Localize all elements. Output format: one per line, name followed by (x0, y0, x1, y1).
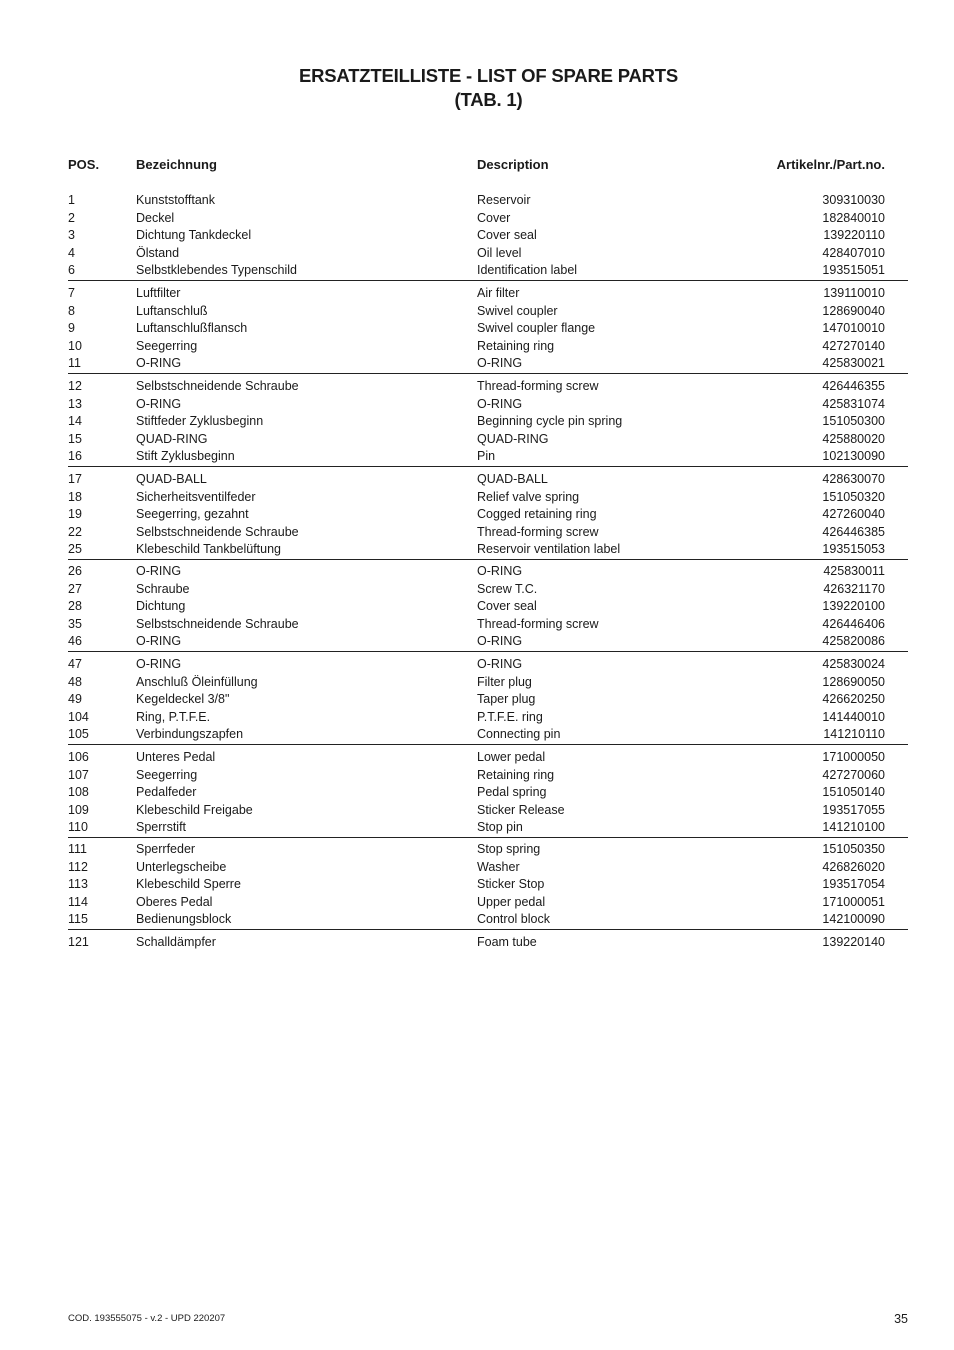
row-partno: 142100090 (822, 912, 885, 927)
row-partno: 151050300 (822, 414, 885, 429)
row-pos: 17 (68, 472, 82, 486)
row-pos: 18 (68, 489, 82, 504)
row-bezeichnung: Pedalfeder (136, 785, 197, 800)
row-bezeichnung: Selbstschneidende Schraube (136, 616, 299, 631)
table-row (68, 431, 908, 449)
row-description: Retaining ring (477, 338, 555, 353)
table-row (68, 911, 908, 929)
row-partno: 171000051 (822, 894, 885, 909)
row-pos: 16 (68, 449, 82, 464)
row-description: O-RING (477, 634, 523, 649)
row-pos: 7 (68, 286, 75, 300)
row-bezeichnung: QUAD-RING (136, 431, 208, 446)
row-pos: 113 (68, 877, 88, 892)
row-description: Cover (477, 210, 511, 225)
row-bezeichnung: O-RING (136, 657, 182, 671)
page-title: ERSATZTEILLISTE - LIST OF SPARE PARTS (298, 65, 679, 86)
row-bezeichnung: Schalldämpfer (136, 935, 216, 949)
table-row (68, 506, 908, 524)
table-row (68, 245, 908, 263)
row-bezeichnung: Selbstschneidende Schraube (136, 524, 299, 539)
row-pos: 22 (68, 524, 82, 539)
table-row (68, 489, 908, 507)
row-description: Sticker Release (477, 802, 565, 817)
row-partno: 428407010 (822, 245, 885, 260)
row-pos: 114 (68, 894, 88, 909)
row-description: QUAD-BALL (477, 472, 548, 486)
row-bezeichnung: Sicherheitsventilfeder (136, 489, 256, 504)
row-description: Stop spring (477, 842, 541, 856)
row-partno: 425820086 (822, 634, 885, 649)
row-description: Oil level (477, 245, 522, 260)
row-bezeichnung: Anschluß Öleinfüllung (136, 674, 258, 689)
row-bezeichnung: QUAD-BALL (136, 472, 207, 486)
parts-group (68, 378, 908, 467)
table-row (68, 471, 908, 489)
table-row (68, 285, 908, 303)
row-partno: 193515051 (822, 263, 885, 278)
row-partno: 151050350 (822, 842, 885, 856)
row-description: Taper plug (477, 692, 536, 707)
row-pos: 28 (68, 599, 82, 614)
row-partno: 182840010 (822, 210, 885, 225)
parts-group (68, 192, 908, 281)
table-row (68, 563, 908, 581)
row-bezeichnung: Luftanschlußflansch (136, 321, 248, 336)
row-partno: 193517054 (822, 877, 885, 892)
row-partno: 139220140 (822, 935, 885, 949)
row-description: Reservoir ventilation label (477, 542, 621, 557)
row-bezeichnung: Klebeschild Tankbelüftung (136, 542, 282, 557)
row-pos: 48 (68, 674, 82, 689)
table-row (68, 448, 908, 466)
row-partno: 309310030 (822, 193, 885, 207)
row-description: O-RING (477, 396, 523, 411)
row-description: Cogged retaining ring (477, 507, 597, 522)
row-bezeichnung: O-RING (136, 356, 182, 371)
row-bezeichnung: Klebeschild Sperre (136, 877, 241, 892)
row-partno: 425830011 (823, 564, 885, 578)
row-description: Foam tube (477, 935, 537, 949)
row-partno: 426620250 (822, 692, 885, 707)
row-bezeichnung: Kegeldeckel 3/8" (136, 692, 230, 707)
page-number: 35 (894, 1312, 908, 1326)
row-description: Thread-forming screw (477, 524, 599, 539)
table-row (68, 674, 908, 692)
row-partno: 171000050 (822, 750, 885, 764)
row-partno: 141440010 (822, 709, 885, 724)
column-header-partno: Artikelnr./Part.no. (776, 157, 885, 172)
table-row (68, 691, 908, 709)
document-code: COD. 193555075 - v.2 - UPD 220207 (68, 1313, 226, 1324)
parts-group (68, 285, 908, 374)
column-header-bezeichnung: Bezeichnung (136, 157, 217, 172)
column-header-description: Description (477, 157, 549, 172)
row-pos: 14 (68, 414, 82, 429)
row-bezeichnung: O-RING (136, 634, 182, 649)
row-partno: 141210100 (822, 820, 885, 835)
row-pos: 105 (68, 727, 89, 742)
row-partno: 139220100 (822, 599, 885, 614)
row-description: Pin (477, 449, 496, 464)
row-bezeichnung: Deckel (136, 210, 175, 225)
table-row (68, 726, 908, 744)
parts-group (68, 471, 908, 560)
row-partno: 425830021 (822, 356, 885, 371)
row-partno: 426446355 (822, 379, 885, 393)
row-description: Upper pedal (477, 894, 546, 909)
row-partno: 141210110 (823, 727, 885, 742)
row-pos: 106 (68, 750, 89, 764)
row-partno: 102130090 (822, 449, 885, 464)
row-description: Relief valve spring (477, 489, 580, 504)
row-bezeichnung: Sperrstift (136, 820, 187, 835)
row-bezeichnung: Stift Zyklusbeginn (136, 449, 235, 464)
row-bezeichnung: Ring, P.T.F.E. (136, 709, 211, 724)
row-pos: 107 (68, 767, 89, 782)
row-partno: 425880020 (822, 431, 885, 446)
row-pos: 11 (68, 356, 81, 371)
row-pos: 109 (68, 802, 89, 817)
row-bezeichnung: Dichtung Tankdeckel (136, 228, 252, 243)
row-description: P.T.F.E. ring (477, 709, 543, 724)
row-pos: 1 (68, 193, 75, 207)
row-description: Thread-forming screw (477, 616, 599, 631)
table-row (68, 262, 908, 280)
table-row (68, 524, 908, 542)
row-description: QUAD-RING (477, 431, 549, 446)
table-row (68, 320, 908, 338)
row-description: Swivel coupler flange (477, 321, 596, 336)
row-pos: 10 (68, 338, 82, 353)
row-bezeichnung: Luftfilter (136, 286, 181, 300)
row-description: Air filter (477, 286, 520, 300)
row-bezeichnung: O-RING (136, 396, 182, 411)
table-row (68, 598, 908, 616)
row-pos: 27 (68, 581, 82, 596)
table-row (68, 859, 908, 877)
table-row (68, 413, 908, 431)
row-partno: 147010010 (822, 321, 885, 336)
row-pos: 2 (68, 210, 75, 225)
row-pos: 104 (68, 709, 89, 724)
row-pos: 9 (68, 321, 75, 336)
row-bezeichnung: Luftanschluß (136, 303, 208, 318)
row-bezeichnung: O-RING (136, 564, 182, 578)
row-pos: 47 (68, 657, 82, 671)
row-description: Washer (477, 859, 520, 874)
row-pos: 110 (68, 820, 88, 835)
row-partno: 193515053 (822, 542, 885, 557)
row-pos: 19 (68, 507, 82, 522)
row-bezeichnung: Verbindungszapfen (136, 727, 244, 742)
row-partno: 193517055 (822, 802, 885, 817)
row-pos: 6 (68, 263, 75, 278)
table-row (68, 841, 908, 859)
row-partno: 128690050 (822, 674, 885, 689)
row-pos: 108 (68, 785, 89, 800)
row-pos: 35 (68, 616, 82, 631)
parts-group (68, 934, 908, 952)
row-description: Screw T.C. (477, 581, 538, 596)
row-pos: 49 (68, 692, 82, 707)
row-partno: 426446406 (822, 616, 885, 631)
table-row (68, 894, 908, 912)
row-partno: 426826020 (822, 859, 885, 874)
row-partno: 427270060 (822, 767, 885, 782)
row-description: O-RING (477, 356, 523, 371)
row-description: Control block (477, 912, 550, 927)
row-partno: 128690040 (822, 303, 885, 318)
table-row (68, 784, 908, 802)
row-bezeichnung: Selbstschneidende Schraube (136, 379, 299, 393)
table-row (68, 802, 908, 820)
table-row (68, 227, 908, 245)
row-pos: 115 (68, 912, 88, 927)
table-row (68, 303, 908, 321)
row-bezeichnung: Seegerring, gezahnt (136, 507, 249, 522)
row-pos: 15 (68, 431, 82, 446)
row-description: Cover seal (477, 599, 537, 614)
table-row (68, 819, 908, 837)
parts-group (68, 841, 908, 930)
row-description: Swivel coupler (477, 303, 558, 318)
row-pos: 8 (68, 303, 75, 318)
row-partno: 427270140 (822, 338, 885, 353)
table-row (68, 934, 908, 952)
table-row (68, 876, 908, 894)
table-row (68, 616, 908, 634)
row-bezeichnung: Dichtung (136, 599, 186, 614)
row-pos: 13 (68, 396, 82, 411)
row-pos: 112 (68, 859, 88, 874)
table-row (68, 633, 908, 651)
table-row (68, 581, 908, 599)
table-row (68, 355, 908, 373)
table-row (68, 338, 908, 356)
row-pos: 25 (68, 542, 82, 557)
row-pos: 4 (68, 245, 75, 260)
row-bezeichnung: Unterlegscheibe (136, 859, 227, 874)
table-row (68, 396, 908, 414)
row-partno: 139110010 (823, 286, 885, 300)
row-description: Retaining ring (477, 767, 555, 782)
row-description: Cover seal (477, 228, 537, 243)
row-description: O-RING (477, 657, 523, 671)
row-bezeichnung: Bedienungsblock (136, 912, 232, 927)
row-description: Thread-forming screw (477, 379, 599, 393)
row-bezeichnung: Oberes Pedal (136, 894, 213, 909)
row-description: Pedal spring (477, 785, 547, 800)
table-row (68, 378, 908, 396)
table-row (68, 192, 908, 210)
row-partno: 428630070 (822, 472, 885, 486)
table-row (68, 749, 908, 767)
parts-group (68, 656, 908, 745)
row-description: O-RING (477, 564, 523, 578)
row-bezeichnung: Unteres Pedal (136, 750, 216, 764)
table-row (68, 767, 908, 785)
row-partno: 425830024 (822, 657, 885, 671)
row-partno: 426446385 (822, 524, 885, 539)
row-pos: 26 (68, 564, 82, 578)
row-description: Stop pin (477, 820, 523, 835)
row-bezeichnung: Selbstklebendes Typenschild (136, 263, 297, 278)
row-pos: 3 (68, 228, 75, 243)
row-pos: 111 (68, 842, 88, 856)
row-pos: 121 (68, 935, 89, 949)
table-row (68, 656, 908, 674)
row-pos: 46 (68, 634, 82, 649)
row-bezeichnung: Sperrfeder (136, 842, 196, 856)
row-bezeichnung: Kunststofftank (136, 193, 215, 207)
row-partno: 426321170 (823, 581, 885, 596)
row-description: Reservoir (477, 193, 531, 207)
row-partno: 139220110 (823, 228, 885, 243)
row-description: Lower pedal (477, 750, 546, 764)
row-pos: 12 (68, 379, 82, 393)
row-description: Filter plug (477, 674, 532, 689)
row-bezeichnung: Schraube (136, 581, 190, 596)
row-partno: 151050140 (822, 785, 885, 800)
column-header-pos: POS. (68, 157, 100, 172)
row-bezeichnung: Seegerring (136, 338, 198, 353)
row-description: Identification label (477, 263, 578, 278)
table-row (68, 709, 908, 727)
row-partno: 151050320 (822, 489, 885, 504)
row-bezeichnung: Klebeschild Freigabe (136, 802, 253, 817)
parts-group (68, 749, 908, 838)
row-bezeichnung: Seegerring (136, 767, 198, 782)
row-description: Beginning cycle pin spring (477, 414, 623, 429)
row-description: Connecting pin (477, 727, 561, 742)
table-row (68, 210, 908, 228)
parts-group (68, 563, 908, 652)
table-row (68, 541, 908, 559)
row-partno: 425831074 (822, 396, 885, 411)
row-bezeichnung: Stiftfeder Zyklusbeginn (136, 414, 264, 429)
row-bezeichnung: Ölstand (136, 245, 180, 260)
page-subtitle: (TAB. 1) (454, 89, 523, 110)
row-description: Sticker Stop (477, 877, 545, 892)
row-partno: 427260040 (822, 507, 885, 522)
